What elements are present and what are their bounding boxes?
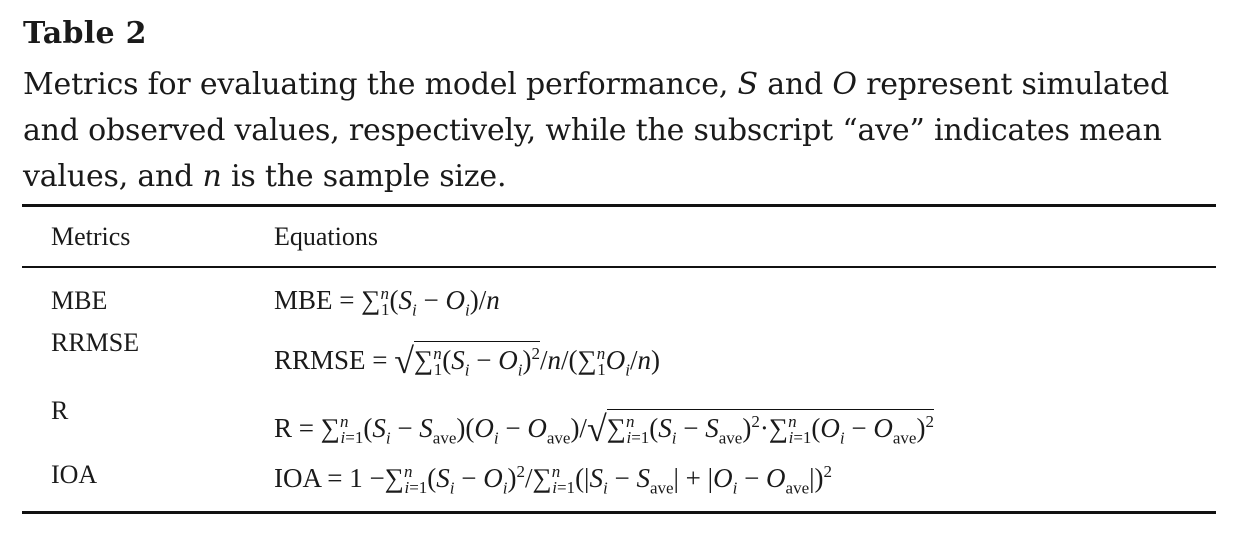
metric-mbe: MBE: [51, 286, 108, 315]
equation-mbe: MBE = $\sum^n_1(S_i - O_i)/n$: [274, 284, 500, 320]
metric-ioa: IOA: [51, 460, 98, 489]
metric-rrmse: RRMSE: [51, 328, 140, 357]
equation-ioa: IOA = $1 -\sum^n_{i=1}(S_i - O_i)^2/\sum^n_{i=1}(|S_i - S_{ave}| + |O_i - O_{ave}|)^2$: [274, 462, 833, 498]
table-top-rule: [22, 204, 1216, 207]
table-bottom-rule: [22, 511, 1216, 514]
metric-r: R: [51, 396, 69, 425]
table-label: Table 2: [23, 16, 147, 51]
header-equations: Equations: [274, 222, 378, 251]
equation-r: $R = \sum^n_{i=1}(S_i - S_{ave})(O_i - O_{ave})/√\sum^n_{i=1}(S_i - S_{ave})^2\cdot\sum^n_{i=1}(O_i - O_{ave})^2$: [274, 409, 934, 449]
table-caption: Metrics for evaluating the model performance, S and O represent simulated and observed values, respectively, while the subscript “ave” indicates mean values, and n is the sample size.: [23, 67, 1169, 194]
equation-rrmse: RRMSE = $√\sum^n_1(S_i - O_i)^2/n/(\sum^n_1O_i/n)$: [274, 341, 661, 381]
header-metrics: Metrics: [51, 222, 131, 251]
table-header-rule: [22, 266, 1216, 268]
